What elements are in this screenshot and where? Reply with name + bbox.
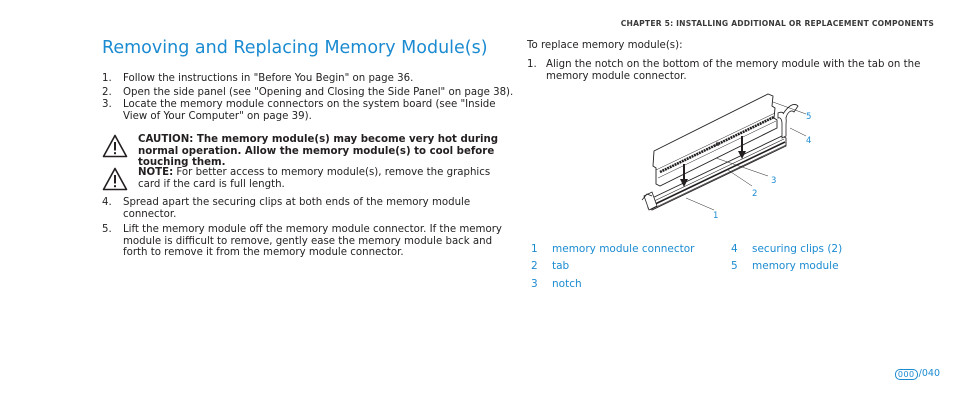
legend-item bbox=[731, 244, 842, 256]
note-text bbox=[138, 167, 514, 195]
caution-notice bbox=[102, 134, 514, 169]
callout-number: 3 bbox=[771, 176, 777, 186]
legend-label: tab bbox=[552, 260, 570, 272]
step-text: Spread apart the securing clips at both ends of the memory module connector. bbox=[123, 197, 471, 220]
legend-number: 1 bbox=[531, 243, 538, 255]
list-item bbox=[102, 224, 514, 259]
step-number: 1. bbox=[102, 73, 112, 84]
step-number: 2. bbox=[102, 87, 112, 98]
list-item bbox=[102, 99, 514, 122]
step-text: Lift the memory module off the memory module connector. If the memory module is difficult to remove, gently ease the memory module back and forth to remove it from the memory module connector. bbox=[123, 224, 502, 258]
step-text: Locate the memory module connectors on the system board (see "Inside View of Your Computer" on page 39). bbox=[123, 99, 496, 122]
callout-number: 5 bbox=[806, 112, 812, 122]
step-number: 5. bbox=[102, 224, 112, 235]
note-label: NOTE: bbox=[138, 167, 174, 178]
memory-module-illustration bbox=[636, 88, 826, 227]
step-text: Follow the instructions in "Before You Begin" on page 36. bbox=[123, 73, 414, 84]
warning-icon bbox=[102, 134, 138, 169]
step-number: 3. bbox=[102, 99, 112, 110]
caution-text: CAUTION: The memory module(s) may become very hot during normal operation. Allow the memory module(s) to cool before touching them. bbox=[138, 134, 499, 168]
legend-number: 3 bbox=[531, 278, 538, 290]
legend-label: memory module connector bbox=[552, 243, 695, 255]
legend-label: securing clips (2) bbox=[752, 243, 843, 255]
callout-number: 4 bbox=[806, 136, 812, 146]
step-text: Open the side panel (see "Opening and Closing the Side Panel" on page 38). bbox=[123, 87, 514, 98]
page-title: Removing and Replacing Memory Module(s) bbox=[102, 38, 488, 58]
step-text: Align the notch on the bottom of the memory module with the tab on the memory module connector. bbox=[546, 59, 921, 82]
replace-intro: To replace memory module(s): bbox=[527, 40, 683, 51]
note-body: For better access to memory module(s), remove the graphics card if the card is full length. bbox=[138, 167, 491, 190]
legend-number: 4 bbox=[731, 243, 738, 255]
page-current: 000 bbox=[895, 369, 918, 380]
legend-item bbox=[731, 261, 839, 273]
legend-number: 5 bbox=[731, 260, 738, 272]
page-total: 040 bbox=[921, 368, 940, 379]
list-item bbox=[102, 73, 514, 85]
page-number bbox=[895, 368, 940, 380]
callout-number: 1 bbox=[713, 211, 719, 221]
step-number: 4. bbox=[102, 197, 112, 208]
legend-item bbox=[531, 244, 695, 256]
page-separator: / bbox=[918, 368, 922, 379]
note-notice bbox=[102, 167, 514, 195]
legend-item bbox=[531, 261, 569, 273]
legend-item bbox=[531, 279, 582, 291]
legend-number: 2 bbox=[531, 260, 538, 272]
callout-number: 2 bbox=[752, 189, 758, 199]
note-icon bbox=[102, 167, 138, 195]
list-item bbox=[102, 197, 514, 220]
legend-label: memory module bbox=[752, 260, 839, 272]
legend-label: notch bbox=[552, 278, 582, 290]
chapter-header: CHAPTER 5: INSTALLING ADDITIONAL OR REPLACEMENT COMPONENTS bbox=[620, 19, 934, 28]
list-item bbox=[527, 59, 937, 82]
list-item bbox=[102, 87, 514, 99]
step-number: 1. bbox=[527, 59, 537, 70]
